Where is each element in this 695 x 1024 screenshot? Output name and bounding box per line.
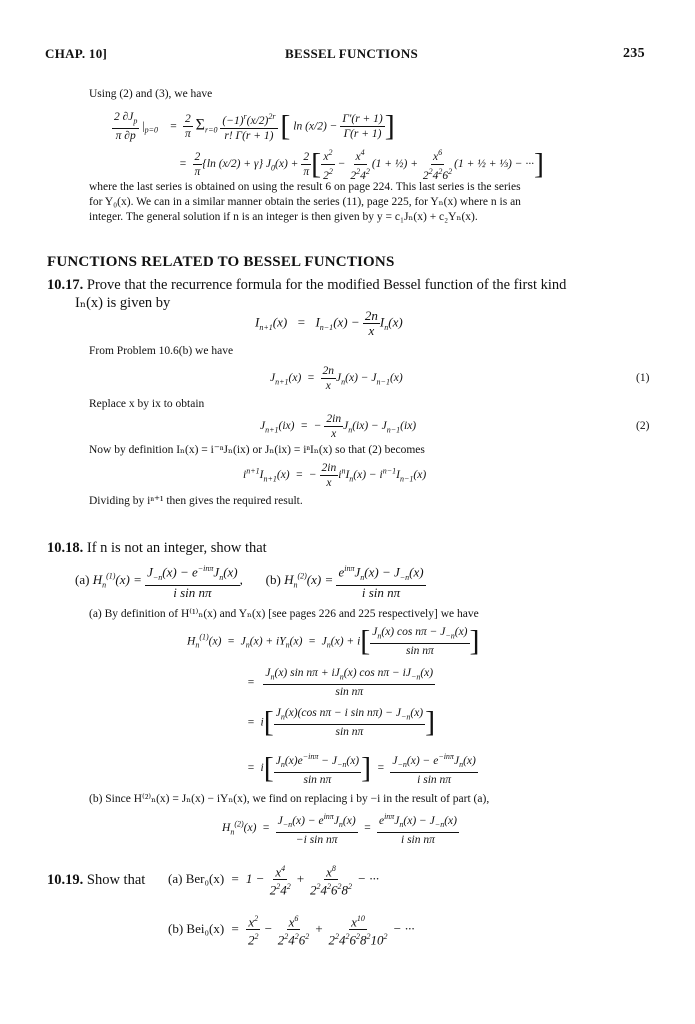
- p1018-a-text: (a) By definition of H⁽¹⁾ₙ(x) and Yₙ(x) [see pages 226 and 225 respectively] we have: [89, 608, 479, 620]
- chapter-label: CHAP. 10]: [45, 46, 108, 61]
- p1018-b-text: (b) Since H⁽²⁾ₙ(x) = Jₙ(x) − iYₙ(x), we find on replacing i by −i in the result of part (a),: [89, 793, 490, 805]
- problem-number: 10.18.: [47, 540, 84, 556]
- equation-1: $J_{n+1}(x)$ = $\frac{2n}{x}$ $J_n(x) - J_{n-1}(x)$: [270, 365, 403, 392]
- equation-h2: $H_n^{(2)}(x)$ = $\frac{J_{-n}(x) - e^{in\pi}J_n(x)}{\text{−i sin nπ}}$ = $\frac{e^{in\pi}J_n(x) - J_{-n}(x)}{\text{i sin nπ}}$: [222, 812, 457, 847]
- intro-para-3: integer. The general solution if n is an integer is then given by y = c₁Jₙ(x) + c₂Yₙ(x).: [89, 211, 478, 223]
- intro-para-2: for Y₀(x). We can in a similar manner obtain the series (11), page 225, for Yₙ(x) where n is an: [89, 196, 521, 208]
- problem-number: 10.17.: [47, 277, 84, 293]
- equation-number-2: (2): [636, 420, 650, 432]
- p1017-dividing: Dividing by iⁿ⁺¹ then gives the required result.: [89, 495, 303, 507]
- equation-2: $J_{n+1}(ix)$ = − $\frac{2in}{x}$ $J_n(ix) - J_{n-1}(ix)$: [260, 413, 417, 440]
- section-title: FUNCTIONS RELATED TO BESSEL FUNCTIONS: [47, 254, 395, 270]
- equation-h1-line3: = i[ $\frac{J_n(x)(\cos n\pi - i \sin n\pi) - J_{-n}(x)}{\text{sin nπ}}$ ]: [247, 705, 436, 739]
- p1017-from: From Problem 10.6(b) we have: [89, 345, 234, 357]
- equation-h1-line1: $H_n^{(1)}(x) = J_n(x) + iY_n(x) = J_n(x) + i$[ $\frac{J_n(x) \cos n\pi - J_{-n}(x)}{\text{sin nπ}}$ ]: [187, 624, 480, 658]
- equation-ber: (a) Ber₀(x) = 1 − $\frac{x^4}{2^24^2}$ + $\frac{x^8}{2^24^26^28^2}$ − ···: [168, 864, 380, 898]
- equation-h1-line2: = $\frac{J_n(x) \sin n\pi + iJ_n(x) \cos n\pi - iJ_{-n}(x)}{\text{sin nπ}}$: [247, 667, 434, 699]
- equation-bei: (b) Bei₀(x) = $\frac{x^2}{2^2}$ − $\frac{x^6}{2^24^26^2}$ + $\frac{x^{10}}{2^24^26^28^210^2}$ − ···: [168, 914, 415, 948]
- equation-dJp: $\frac{2 \partial J_p}{\pi \partial p}$ $|_{p=0}$ = $\frac{2}{\pi}$ $\Sigma_{r=0}$ $\frac{(-1)^r(x/2)^{2r}}{r! \Gamma(r + 1)}$ [ ln (x/2) − $\frac{\Gamma'(r + 1)}{\Gamma(r + 1)}$ ]: [114, 109, 395, 143]
- equation-hankel-definitions: (a) $H_n^{(1)}(x)$ = $\frac{J_{-n}(x) - e^{-in\pi}J_n(x)}{\text{i sin nπ}}$ , (b) $H_n^{(2)}(x)$ = $\frac{e^{in\pi}J_n(x) - J_{-n}(x)}{\text{i sin nπ}}$: [75, 564, 424, 600]
- equation-series: = $\frac{2}{\pi}$ {ln (x/2) + γ} $J_0(x)$ + $\frac{2}{\pi}$ [ $\frac{x^2}{2^2}$ − $\frac{x^4}{2^24^2}$ (1 + ½) + $\frac{x^6}{2^24^26^2}$ (1 + ½ + ⅓) − ···]: [179, 147, 544, 182]
- statement-line-1: Prove that the recurrence formula for the modified Bessel function of the first kind: [86, 277, 567, 293]
- equation-3: $i^{n+1}I_{n+1}(x)$ = − $\frac{2in}{x}$ $i^nI_n(x) - i^{n-1}I_{n-1}(x)$: [243, 462, 427, 489]
- equation-number-1: (1): [636, 372, 650, 384]
- running-title: BESSEL FUNCTIONS: [285, 46, 419, 61]
- page-number: 235: [623, 46, 645, 61]
- equation-h1-line4: = i[ $\frac{J_n(x)e^{-in\pi} - J_{-n}(x)}{\text{sin nπ}}$ ] = $\frac{J_{-n}(x) - e^{-in\pi}J_n(x)}{\text{i sin nπ}}$: [247, 751, 476, 787]
- intro-using: Using (2) and (3), we have: [89, 88, 213, 100]
- p1017-replace: Replace x by ix to obtain: [89, 398, 205, 410]
- p1017-now: Now by definition Iₙ(x) = i⁻ⁿJₙ(ix) or Jₙ(ix) = iⁿIₙ(x) so that (2) becomes: [89, 444, 425, 456]
- statement-line-2: Iₙ(x) is given by: [75, 295, 171, 311]
- equation-recurrence: $I_{n+1}(x) = I_{n-1}(x)$ − $\frac{2n}{x}$ $I_n(x)$: [255, 308, 403, 338]
- problem-number: 10.19.: [47, 872, 84, 888]
- problem-10-18-statement: 10.18. If n is not an integer, show that: [47, 540, 267, 556]
- intro-para-1: where the last series is obtained on using the result 6 on page 224. This last series is the series: [89, 181, 521, 193]
- problem-10-19-statement: 10.19. Show that: [47, 872, 146, 888]
- problem-10-17-statement: [47, 277, 566, 294]
